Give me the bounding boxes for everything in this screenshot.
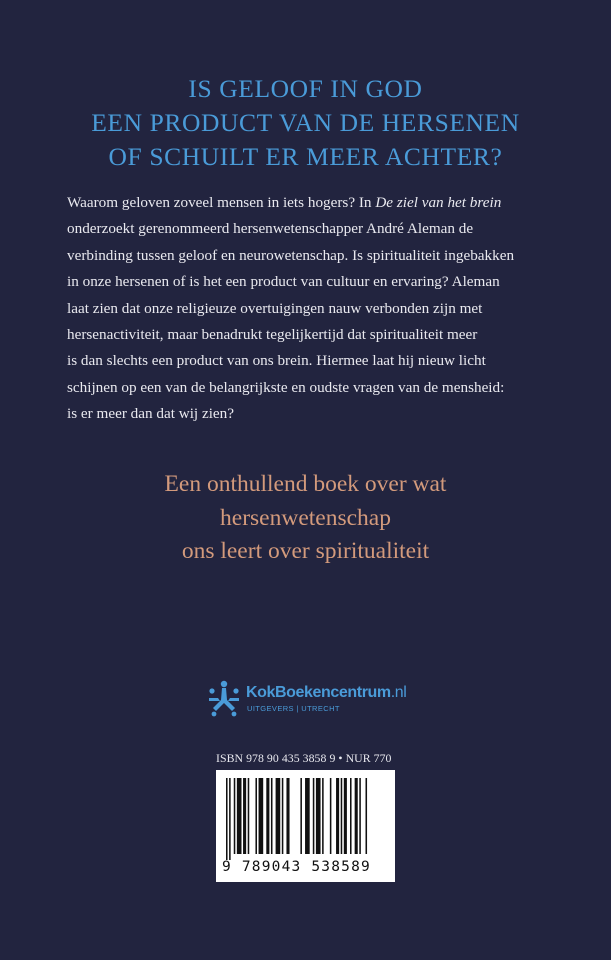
barcode-bar <box>243 778 246 854</box>
barcode-bar <box>305 778 310 854</box>
tagline-line-3: ons leert over spiritualiteit <box>181 538 430 564</box>
blurb-line-4: in onze hersenen of is het een product van cultuur en ervaring? Aleman <box>67 273 500 291</box>
barcode-bar <box>286 778 289 854</box>
barcode-bar <box>276 778 281 854</box>
barcode-bar <box>226 778 228 860</box>
headline <box>0 72 611 174</box>
tagline-line-2: hersenwetenschap <box>220 504 391 531</box>
publisher-logo <box>206 680 426 720</box>
isbn-line: ISBN 978 90 435 3858 9 • NUR 770 <box>216 751 392 765</box>
blurb-line-6: hersenactiviteit, maar benadrukt tegelijkertijd dat spiritualiteit meer <box>67 326 478 344</box>
barcode-bar <box>344 778 347 854</box>
tagline-line-1: Een onthullend boek over wat <box>164 471 447 497</box>
headline-line-2: EEN PRODUCT VAN DE HERSENEN <box>91 108 520 137</box>
barcode-bar <box>330 778 332 854</box>
blurb-line-1 <box>67 190 547 216</box>
publisher-name <box>246 684 406 702</box>
barcode-bar <box>355 778 358 854</box>
barcode-bar <box>366 778 368 854</box>
barcode-bar <box>341 778 343 854</box>
barcode-bar <box>316 778 321 854</box>
headline-line-1: IS GELOOF IN GOD <box>188 74 423 103</box>
barcode-bar <box>255 778 257 854</box>
barcode-bar <box>229 778 231 860</box>
blurb-line-5: laat zien dat onze religieuze overtuigingen nauw verbonden zijn met <box>67 299 483 317</box>
barcode-bar <box>313 778 315 854</box>
blurb-line-1-text: Waarom geloven zoveel mensen in iets hogers? In <box>67 194 376 211</box>
publisher-subtitle: UITGEVERS | UTRECHT <box>247 704 340 713</box>
publisher-logo-mark-icon <box>206 680 242 718</box>
barcode-bar <box>336 778 339 854</box>
barcode-bar <box>271 778 273 854</box>
blurb-line-3: verbinding tussen geloof en neurowetenschap. Is spiritualiteit ingebakken <box>67 246 515 264</box>
blurb-line-9: is er meer dan dat wij zien? <box>67 405 234 423</box>
blurb-line-7: is dan slechts een product van ons brein. Hiermee laat hij nieuw licht <box>67 352 486 370</box>
barcode-bar <box>234 778 236 854</box>
publisher-name-main: KokBoekencentrum <box>246 684 391 701</box>
barcode-bar <box>350 778 352 854</box>
publisher-tld: .nl <box>390 684 407 701</box>
barcode-bar <box>282 778 284 854</box>
barcode <box>216 770 395 882</box>
headline-line-3: OF SCHUILT ER MEER ACHTER? <box>108 142 503 171</box>
blurb-line-2: onderzoekt gerenommeerd hersenwetenschapper André Aleman de <box>67 220 474 238</box>
tagline <box>0 468 611 569</box>
barcode-bar <box>359 778 361 854</box>
barcode-digits: 9 789043 538589 <box>222 859 371 875</box>
barcode-bar <box>266 778 269 854</box>
barcode-bar <box>248 778 250 854</box>
barcode-bar <box>300 778 302 854</box>
blurb <box>67 190 547 428</box>
book-title: De ziel van het brein <box>375 194 502 211</box>
barcode-bar <box>322 778 324 854</box>
blurb-line-8: schijnen op een van de belangrijkste en oudste vragen van de mensheid: <box>67 378 505 396</box>
barcode-bar <box>237 778 242 854</box>
barcode-bar <box>259 778 264 854</box>
